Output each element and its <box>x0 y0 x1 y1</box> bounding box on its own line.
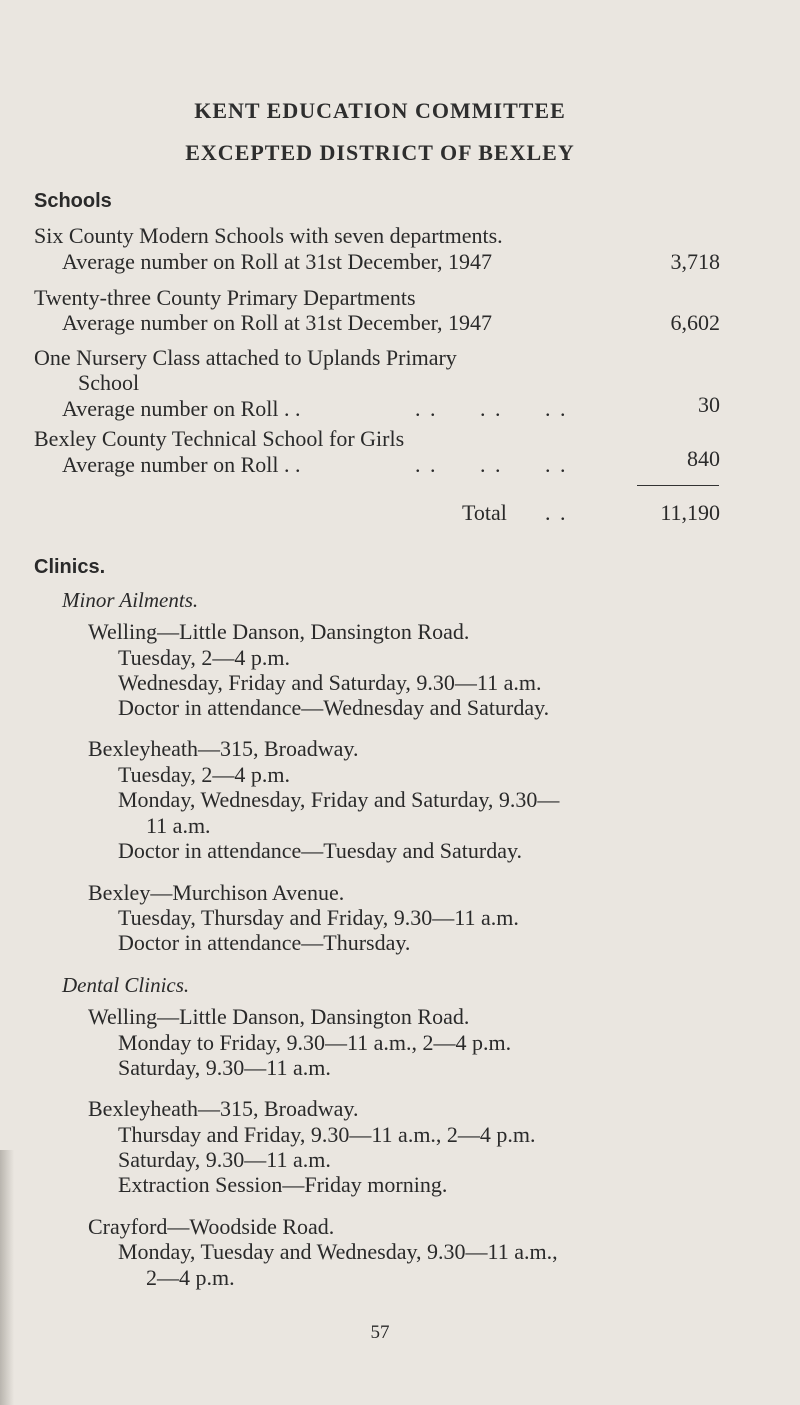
minor-clinic-1-place: Welling—Little Danson, Dansington Road. <box>88 619 470 644</box>
minor-clinic-1-line-1: Tuesday, 2—4 p.m. <box>118 645 290 670</box>
dental-clinics-title: Dental Clinics. <box>62 973 190 997</box>
school-entry-1-value: 3,718 <box>670 249 720 274</box>
total-leader: . . <box>545 500 568 525</box>
dental-clinic-2-line-2: Saturday, 9.30—11 a.m. <box>118 1147 331 1172</box>
school-entry-2-line-2: Average number on Roll at 31st December, 1947 <box>62 310 493 335</box>
school-entry-4-line-1: Bexley County Technical School for Girls <box>34 426 405 451</box>
school-entry-4-value: 840 <box>687 446 720 471</box>
school-entry-3-line-2: School <box>78 370 140 395</box>
school-entry-3-line-3: Average number on Roll . . <box>62 396 301 421</box>
page-number: 57 <box>370 1322 390 1343</box>
dental-clinic-3-line-2: 2—4 p.m. <box>146 1265 235 1290</box>
minor-clinic-3-line-1: Tuesday, Thursday and Friday, 9.30—11 a.m. <box>118 905 519 930</box>
dental-clinic-2-line-3: Extraction Session—Friday morning. <box>118 1172 448 1197</box>
minor-clinic-1-line-3: Doctor in attendance—Wednesday and Saturday. <box>118 695 550 720</box>
total-label: Total <box>462 500 507 525</box>
dental-clinic-3-place: Crayford—Woodside Road. <box>88 1214 335 1239</box>
dental-clinic-1-line-2: Saturday, 9.30—11 a.m. <box>118 1055 331 1080</box>
minor-clinic-3-place: Bexley—Murchison Avenue. <box>88 880 345 905</box>
school-entry-3-leader-3: . . <box>545 396 568 421</box>
dental-clinic-2-place: Bexleyheath—315, Broadway. <box>88 1096 359 1121</box>
total-value: 11,190 <box>660 500 720 525</box>
school-entry-3-leader-1: . . <box>415 396 438 421</box>
school-entry-4-leader-2: . . <box>480 452 503 477</box>
minor-clinic-2-place: Bexleyheath—315, Broadway. <box>88 736 359 761</box>
school-entry-2-line-1: Twenty-three County Primary Departments <box>34 285 416 310</box>
dental-clinic-2-line-1: Thursday and Friday, 9.30—11 a.m., 2—4 p.m. <box>118 1122 536 1147</box>
page-edge-shadow <box>0 1150 14 1405</box>
schools-section-title: Schools <box>34 190 112 212</box>
school-entry-4-leader-3: . . <box>545 452 568 477</box>
dental-clinic-1-place: Welling—Little Danson, Dansington Road. <box>88 1004 470 1029</box>
minor-clinic-3-line-2: Doctor in attendance—Thursday. <box>118 930 411 955</box>
school-entry-3-line-1: One Nursery Class attached to Uplands Primary <box>34 345 457 370</box>
school-entry-3-leader-2: . . <box>480 396 503 421</box>
minor-clinic-2-line-4: Doctor in attendance—Tuesday and Saturday. <box>118 838 523 863</box>
clinics-section-title: Clinics. <box>34 556 106 578</box>
school-entry-4-leader-1: . . <box>415 452 438 477</box>
school-entry-1-line-1: Six County Modern Schools with seven departments. <box>34 223 503 248</box>
minor-clinic-2-line-3: 11 a.m. <box>146 813 211 838</box>
school-entry-3-value: 30 <box>698 392 720 417</box>
minor-clinic-2-line-1: Tuesday, 2—4 p.m. <box>118 762 290 787</box>
committee-heading: KENT EDUCATION COMMITTEE <box>194 98 566 123</box>
dental-clinic-1-line-1: Monday to Friday, 9.30—11 a.m., 2—4 p.m. <box>118 1030 512 1055</box>
dental-clinic-3-line-1: Monday, Tuesday and Wednesday, 9.30—11 a.m., <box>118 1239 558 1264</box>
school-entry-1-line-2: Average number on Roll at 31st December, 1947 <box>62 249 493 274</box>
school-entry-2-value: 6,602 <box>670 310 720 335</box>
minor-clinic-1-line-2: Wednesday, Friday and Saturday, 9.30—11 a.m. <box>118 670 542 695</box>
minor-clinic-2-line-2: Monday, Wednesday, Friday and Saturday, 9.30— <box>118 787 560 812</box>
total-rule <box>637 485 719 486</box>
school-entry-4-line-2: Average number on Roll . . <box>62 452 301 477</box>
minor-ailments-title: Minor Ailments. <box>62 588 199 612</box>
district-heading: EXCEPTED DISTRICT OF BEXLEY <box>185 140 575 165</box>
